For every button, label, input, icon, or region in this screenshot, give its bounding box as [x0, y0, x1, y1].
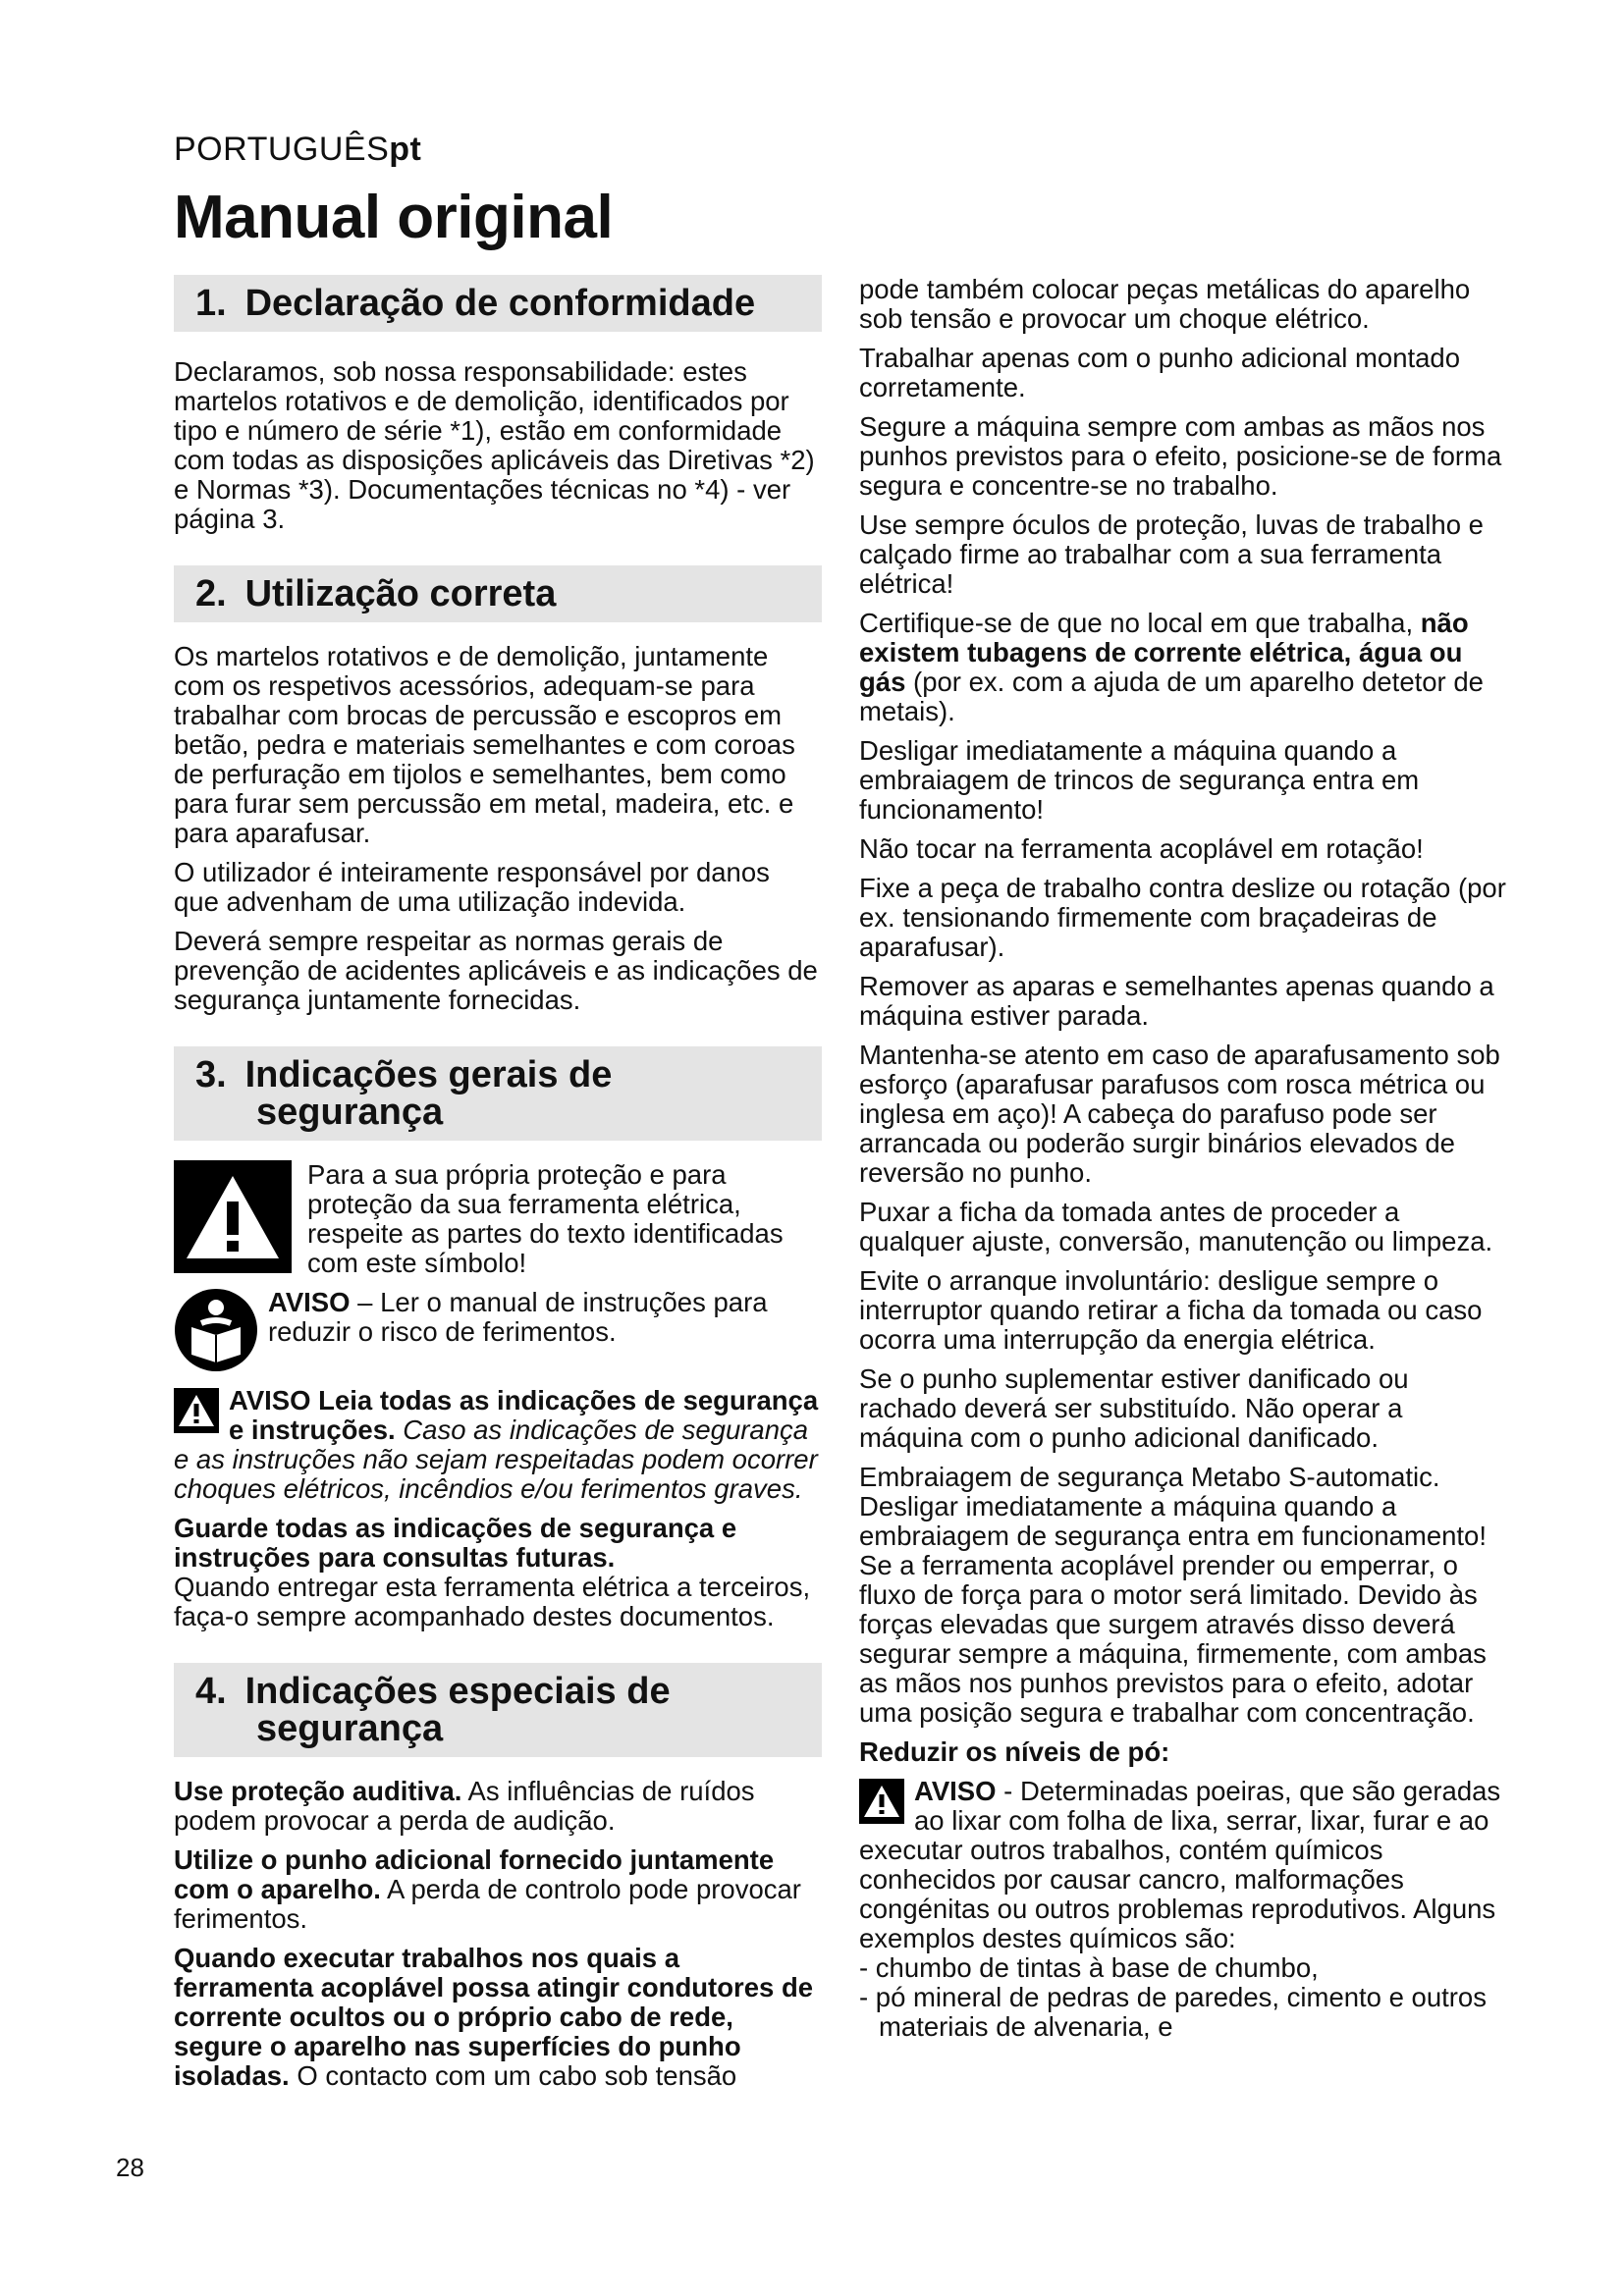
language-label: PORTUGUÊSpt	[174, 131, 422, 168]
section1-text: Declaramos, sob nossa responsabilidade: estes martelos rotativos e de demolição, identificados por tipo e número de série *1), estão em conformidade com todas as disposições aplicáveis das Diretivas *2) e Normas *3). Documentações técnicas no *4) - ver página 3.	[174, 356, 815, 534]
left-column	[174, 275, 822, 2101]
right-p13: Se o punho suplementar estiver danificado ou rachado deverá ser substituído. Não operar a máquina com o punho adicional danificado.	[859, 1363, 1409, 1453]
keep-instructions: Guarde todas as indicações de segurança e instruções para consultas futuras. Quando entregar esta ferramenta elétrica a terceiros, faça-o sempre acompanhado destes documentos.	[174, 1513, 811, 1631]
right-p1: pode também colocar peças metálicas do aparelho sob tensão e provocar um choque elétrico.	[859, 274, 1471, 334]
right-p4: Use sempre óculos de proteção, luvas de trabalho e calçado firme ao trabalhar com a sua ferramenta elétrica!	[859, 509, 1484, 599]
section2-p1: Os martelos rotativos e de demolição, juntamente com os respetivos acessórios, adequam-se para trabalhar com brocas de percussão e escopros em betão, pedra e materiais semelhantes e com coroas de perfuração em tijolos e semelhantes, bem como para furar sem percussão em metal, madeira, etc. e para aparafusar.	[174, 641, 795, 848]
right-p10: Mantenha-se atento em caso de aparafusamento sob esforço (aparafusar parafusos com rosca métrica ou inglesa em aço)! A cabeça do parafuso pode ser arrancada ou poderão surgir binários elevados de reversão no punho.	[859, 1040, 1500, 1188]
right-p12: Evite o arranque involuntário: desligue sempre o interruptor quando retirar a ficha da tomada ou caso ocorra uma interrupção da energia elétrica.	[859, 1265, 1483, 1355]
language-code: pt	[389, 131, 422, 168]
list-item: - pó mineral de pedras de paredes, cimento e outros materiais de alvenaria, e	[859, 1982, 1487, 2042]
warning-symbol-note	[174, 1160, 822, 1278]
section-heading-1: 1. Declaração de conformidade	[174, 275, 822, 332]
section4-p3: Quando executar trabalhos nos quais a ferramenta acoplável possa atingir condutores de corrente ocultos ou o próprio cabo de rede, segure o aparelho nas superfícies do punho isoladas. O contacto com um cabo sob tensão	[174, 1943, 814, 2091]
warning-small-icon	[174, 1388, 219, 1433]
section-heading-3: 3. Indicações gerais de segurança	[174, 1046, 822, 1141]
section-heading-4: 4. Indicações especiais de segurança	[174, 1663, 822, 1757]
section2-p2: O utilizador é inteiramente responsável por danos que advenham de uma utilização indevida.	[174, 857, 770, 917]
right-p14: Embraiagem de segurança Metabo S-automatic. Desligar imediatamente a máquina quando a embraiagem de segurança entra em funcionamento! Se a ferramenta acoplável prender ou emperrar, o fluxo de força para o motor será limitado. Devido às forças elevadas que surgem através disso deverá segurar sempre a máquina, firmemente, com ambas as mãos nos punhos previstos para o efeito, adotar uma posição segura e trabalhar com concentração.	[859, 1462, 1487, 1728]
manual-note	[174, 1288, 822, 1372]
section4-p2: Utilize o punho adicional fornecido juntamente com o aparelho. A perda de controlo pode provocar ferimentos.	[174, 1844, 801, 1934]
manual-text: AVISO – Ler o manual de instruções para reduzir o risco de ferimentos.	[268, 1287, 768, 1347]
warning-small-icon	[859, 1779, 904, 1824]
section-heading-2: 2. Utilização correta	[174, 565, 822, 622]
section4-p1: Use proteção auditiva. As influências de ruídos podem provocar a perda de audição.	[174, 1776, 755, 1836]
right-column	[859, 275, 1512, 2042]
right-p5: Certifique-se de que no local em que trabalha, não existem tubagens de corrente elétrica, água ou gás (por ex. com a ajuda de um aparelho detetor de metais).	[859, 608, 1484, 726]
right-p11: Puxar a ficha da tomada antes de proceder a qualquer ajuste, conversão, manutenção ou limpeza.	[859, 1197, 1493, 1256]
page-title: Manual original	[174, 184, 614, 251]
right-p2: Trabalhar apenas com o punho adicional montado corretamente.	[859, 343, 1461, 402]
right-p3: Segure a máquina sempre com ambas as mãos nos punhos previstos para o efeito, posicione-se de forma segura e concentre-se no trabalho.	[859, 411, 1502, 501]
read-manual-icon	[174, 1288, 258, 1372]
warning-triangle-icon	[174, 1160, 292, 1273]
right-p8: Fixe a peça de trabalho contra deslize ou rotação (por ex. tensionando firmemente com braçadeiras de aparafusar).	[859, 873, 1506, 962]
dust-warning: AVISO - Determinadas poeiras, que são geradas ao lixar com folha de lixa, serrar, lixar, furar e ao executar outros trabalhos, contém químicos conhecidos por causar cancro, malformações congénitas ou outros problemas reprodutivos. Alguns exemplos destes químicos são:	[859, 1776, 1501, 1953]
dust-heading: Reduzir os níveis de pó:	[859, 1736, 1170, 1767]
right-p6: Desligar imediatamente a máquina quando a embraiagem de trincos de segurança entra em funcionamento!	[859, 735, 1420, 825]
right-p9: Remover as aparas e semelhantes apenas quando a máquina estiver parada.	[859, 971, 1494, 1031]
chemical-list	[859, 1953, 1512, 2042]
right-p7: Não tocar na ferramenta acoplável em rotação!	[859, 833, 1424, 864]
symbol-text: Para a sua própria proteção e para proteção da sua ferramenta elétrica, respeite as partes do texto identificadas com este símbolo!	[307, 1159, 784, 1278]
page-number: 28	[116, 2153, 144, 2182]
list-item: - chumbo de tintas à base de chumbo,	[859, 1952, 1319, 1983]
section2-p3: Deverá sempre respeitar as normas gerais de prevenção de acidentes aplicáveis e as indicações de segurança juntamente fornecidas.	[174, 926, 818, 1015]
warning-note: AVISO Leia todas as indicações de segurança e instruções. Caso as indicações de segurança e as instruções não sejam respeitadas podem ocorrer choques elétricos, incêndios e/ou ferimentos graves.	[174, 1385, 819, 1504]
